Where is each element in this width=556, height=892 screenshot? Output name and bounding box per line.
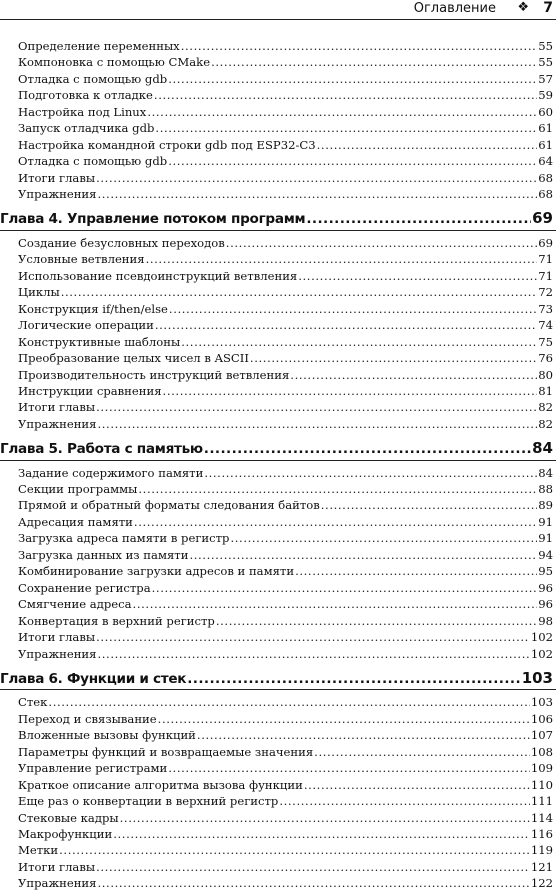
dot-leader bbox=[163, 383, 538, 399]
toc-entry-title: Инструкции сравнения bbox=[18, 384, 162, 398]
toc-entry-title: Смягчение адреса bbox=[18, 597, 132, 612]
toc-page-number: 89 bbox=[538, 498, 553, 513]
toc-entry[interactable] bbox=[0, 530, 556, 546]
dot-leader bbox=[250, 350, 537, 366]
toc-page-number: 91 bbox=[538, 514, 553, 529]
toc-page-number: 102 bbox=[530, 646, 553, 661]
toc-entry[interactable] bbox=[0, 251, 556, 267]
toc-page-number: 108 bbox=[530, 744, 553, 759]
toc-entry-title: Вложенные вызовы функций bbox=[18, 728, 196, 743]
toc-page-number: 106 bbox=[530, 711, 553, 726]
toc-page-number: 96 bbox=[538, 580, 553, 595]
toc-entry-title: Сохранение регистра bbox=[18, 580, 151, 595]
toc-entry[interactable] bbox=[0, 153, 556, 169]
dot-leader bbox=[97, 875, 529, 891]
dot-leader bbox=[97, 186, 537, 202]
toc-entry-title: Конструктивные шаблоны bbox=[18, 334, 181, 349]
toc-page-number: 80 bbox=[538, 367, 553, 382]
toc-page-number: 110 bbox=[530, 777, 553, 792]
toc-page-number: 119 bbox=[530, 843, 553, 858]
dot-leader bbox=[61, 284, 538, 300]
dot-leader bbox=[181, 38, 538, 54]
dot-leader bbox=[211, 54, 537, 70]
toc-entry-title: Запуск отладчика gdb bbox=[18, 121, 155, 136]
toc-entry-title: Циклы bbox=[18, 285, 60, 300]
toc-page-number: 60 bbox=[538, 104, 553, 119]
toc-page-number: 103 bbox=[530, 695, 553, 710]
toc-page-number: 84 bbox=[532, 438, 553, 457]
toc-entry-title: Итоги главы bbox=[18, 170, 96, 185]
toc-page-number: 55 bbox=[538, 39, 553, 53]
dot-leader bbox=[96, 399, 537, 415]
toc-entry[interactable] bbox=[0, 317, 556, 333]
chapter-heading[interactable] bbox=[0, 208, 556, 231]
dot-leader bbox=[168, 760, 530, 776]
toc-entry[interactable] bbox=[0, 170, 556, 186]
toc-page-number: 114 bbox=[530, 810, 553, 825]
toc-entry[interactable] bbox=[0, 629, 556, 645]
toc-page-number: 68 bbox=[538, 187, 553, 202]
toc-entry-title: Упражнения bbox=[18, 876, 97, 891]
dot-leader bbox=[96, 859, 530, 875]
toc-entry-title: Настройка под Linux bbox=[18, 104, 147, 119]
dot-leader bbox=[155, 120, 537, 136]
dot-leader bbox=[59, 842, 530, 858]
toc-page-number: 73 bbox=[538, 301, 553, 316]
toc-entry-title: Глава 5. Работа с памятью bbox=[0, 440, 203, 457]
toc-page-number: 81 bbox=[538, 384, 553, 398]
toc-entry[interactable] bbox=[0, 71, 556, 87]
toc-entry[interactable] bbox=[0, 859, 556, 875]
toc-page-number: 103 bbox=[521, 668, 553, 687]
toc-entry-title: Итоги главы bbox=[18, 630, 96, 645]
toc-entry[interactable] bbox=[0, 613, 556, 629]
toc-entry[interactable] bbox=[0, 777, 556, 793]
toc-entry-title: Конструкция if/then/else bbox=[18, 301, 168, 316]
toc-entry-title: Глава 4. Управление потоком программ bbox=[0, 211, 306, 228]
dot-leader bbox=[154, 87, 537, 103]
toc-entry-title: Задание содержимого памяти bbox=[18, 465, 204, 480]
toc-page-number: 116 bbox=[530, 826, 553, 841]
toc-entry-title: Конвертация в верхний регистр bbox=[18, 613, 215, 628]
toc-page-number: 91 bbox=[538, 531, 553, 546]
toc-page-number: 109 bbox=[530, 761, 553, 776]
toc-entry[interactable] bbox=[0, 514, 556, 530]
toc-entry[interactable] bbox=[0, 54, 556, 70]
dot-leader bbox=[204, 439, 531, 461]
toc-entry-title: Упражнения bbox=[18, 416, 97, 431]
dot-leader bbox=[96, 170, 537, 186]
toc-entry[interactable] bbox=[0, 137, 556, 153]
toc-entry-title: Краткое описание алгоритма вызова функции bbox=[18, 777, 303, 792]
dot-leader bbox=[226, 235, 537, 251]
toc-entry[interactable] bbox=[0, 104, 556, 120]
toc-entry[interactable] bbox=[0, 694, 556, 710]
dot-leader bbox=[134, 514, 537, 530]
dot-leader bbox=[152, 580, 538, 596]
toc-entry[interactable] bbox=[0, 38, 556, 54]
toc-page-number: 98 bbox=[538, 613, 553, 628]
dot-leader bbox=[168, 153, 537, 169]
dot-leader bbox=[306, 209, 531, 231]
toc-entry-title: Переход и связывание bbox=[18, 711, 157, 726]
running-header bbox=[0, 0, 556, 20]
toc-entry[interactable] bbox=[0, 580, 556, 596]
toc-entry[interactable] bbox=[0, 760, 556, 776]
dot-leader bbox=[147, 104, 537, 120]
toc-entry[interactable] bbox=[0, 284, 556, 300]
toc-entry-title: Прямой и обратный форматы следования байтов bbox=[18, 498, 320, 513]
dot-leader bbox=[181, 334, 537, 350]
toc-entry[interactable] bbox=[0, 186, 556, 202]
toc-entry-title: Еще раз о конвертации в верхний регистр bbox=[18, 794, 279, 809]
toc-page-number: 59 bbox=[538, 88, 553, 103]
toc-entry[interactable] bbox=[0, 481, 556, 497]
toc-entry[interactable] bbox=[0, 235, 556, 251]
toc-page-number: 95 bbox=[538, 564, 553, 579]
dot-leader bbox=[158, 711, 530, 727]
toc-page-number: 82 bbox=[538, 400, 553, 415]
dot-leader bbox=[317, 137, 538, 153]
toc-page-number: 69 bbox=[538, 235, 553, 250]
dot-leader bbox=[189, 547, 537, 563]
toc-page-number: 76 bbox=[538, 351, 553, 366]
toc-entry[interactable] bbox=[0, 563, 556, 579]
dot-leader bbox=[169, 301, 537, 317]
dot-leader bbox=[97, 416, 537, 432]
toc-entry[interactable] bbox=[0, 727, 556, 743]
dot-leader bbox=[298, 268, 537, 284]
toc-page-number: 57 bbox=[538, 71, 553, 86]
dot-leader bbox=[96, 629, 530, 645]
dot-leader bbox=[304, 777, 530, 793]
toc-entry[interactable] bbox=[0, 711, 556, 727]
toc-entry[interactable] bbox=[0, 367, 556, 383]
dot-leader bbox=[295, 563, 537, 579]
toc-entry-title: Итоги главы bbox=[18, 400, 96, 415]
toc-entry[interactable] bbox=[0, 842, 556, 858]
toc-entry[interactable] bbox=[0, 334, 556, 350]
toc-page-number: 74 bbox=[538, 318, 553, 333]
toc-entry[interactable] bbox=[0, 120, 556, 136]
toc-entry-title: Секции программы bbox=[18, 481, 138, 496]
dot-leader bbox=[97, 646, 529, 662]
toc-entry[interactable] bbox=[0, 875, 556, 891]
toc-entry-title: Отладка с помощью gdb bbox=[18, 154, 168, 169]
toc-entry-title: Макрофункции bbox=[18, 826, 113, 841]
toc-entry[interactable] bbox=[0, 268, 556, 284]
toc-entry[interactable] bbox=[0, 596, 556, 612]
toc-entry[interactable] bbox=[0, 793, 556, 809]
toc-page-number: 122 bbox=[530, 876, 553, 891]
toc-entry-title: Загрузка адреса памяти в регистр bbox=[18, 531, 230, 546]
toc-page-number: 88 bbox=[538, 481, 553, 496]
toc-entry-title: Производительность инструкций ветвления bbox=[18, 367, 290, 382]
dot-leader bbox=[138, 481, 537, 497]
toc-page-number: 111 bbox=[530, 794, 553, 809]
header-ornament-icon: ❖ bbox=[517, 0, 529, 15]
toc-entry-title: Отладка с помощью gdb bbox=[18, 71, 168, 86]
toc-entry-title: Использование псевдоинструкций ветвления bbox=[18, 268, 298, 283]
toc-entry-title: Упражнения bbox=[18, 187, 97, 202]
toc-entry-title: Преобразование целых чисел в ASCII bbox=[18, 351, 249, 366]
toc-entry-title: Логические операции bbox=[18, 318, 154, 333]
toc-entry-title: Параметры функций и возвращаемые значения bbox=[18, 744, 314, 759]
dot-leader bbox=[216, 613, 537, 629]
toc-page-number: 75 bbox=[538, 334, 553, 349]
toc-entry-title: Комбинирование загрузки адресов и памяти bbox=[18, 564, 295, 579]
dot-leader bbox=[155, 317, 537, 333]
table-of-contents bbox=[0, 38, 556, 892]
toc-entry-title: Определение переменных bbox=[18, 39, 180, 53]
toc-entry-title: Итоги главы bbox=[18, 859, 96, 874]
toc-entry[interactable] bbox=[0, 744, 556, 760]
toc-page-number: 61 bbox=[538, 137, 553, 152]
toc-entry-title: Загрузка данных из памяти bbox=[18, 547, 189, 562]
toc-page-number: 102 bbox=[530, 630, 553, 645]
dot-leader bbox=[197, 727, 530, 743]
dot-leader bbox=[321, 497, 537, 513]
toc-page-number: 94 bbox=[538, 547, 553, 562]
toc-entry[interactable] bbox=[0, 497, 556, 513]
toc-entry-title: Стек bbox=[18, 695, 48, 710]
dot-leader bbox=[113, 826, 530, 842]
dot-leader bbox=[120, 810, 530, 826]
toc-entry-title: Создание безусловных переходов bbox=[18, 235, 225, 250]
toc-entry[interactable] bbox=[0, 646, 556, 662]
toc-page-number: 55 bbox=[538, 55, 553, 70]
toc-entry[interactable] bbox=[0, 826, 556, 842]
toc-entry-title: Управление регистрами bbox=[18, 761, 168, 776]
dot-leader bbox=[290, 367, 537, 383]
chapter-heading[interactable] bbox=[0, 668, 556, 691]
toc-entry[interactable] bbox=[0, 399, 556, 415]
dot-leader bbox=[133, 596, 538, 612]
toc-page-number: 121 bbox=[530, 859, 553, 874]
toc-entry-title: Упражнения bbox=[18, 646, 97, 661]
toc-entry[interactable] bbox=[0, 416, 556, 432]
dot-leader bbox=[279, 793, 530, 809]
dot-leader bbox=[204, 465, 537, 481]
toc-entry-title: Стековые кадры bbox=[18, 810, 119, 825]
toc-entry[interactable] bbox=[0, 383, 556, 399]
toc-page-number: 69 bbox=[532, 209, 553, 228]
toc-entry-title: Условные ветвления bbox=[18, 252, 145, 267]
toc-entry[interactable] bbox=[0, 465, 556, 481]
toc-page-number: 71 bbox=[538, 268, 553, 283]
toc-entry[interactable] bbox=[0, 810, 556, 826]
toc-page-number: 107 bbox=[530, 728, 553, 743]
toc-page-number: 96 bbox=[538, 597, 553, 612]
toc-page-number: 68 bbox=[538, 170, 553, 185]
dot-leader bbox=[230, 530, 537, 546]
toc-entry-title: Метки bbox=[18, 843, 59, 858]
toc-entry-title: Подготовка к отладке bbox=[18, 88, 153, 103]
toc-entry-title: Компоновка с помощью CMake bbox=[18, 55, 211, 70]
toc-page-number: 84 bbox=[538, 465, 553, 480]
toc-entry-title: Адресация памяти bbox=[18, 514, 133, 529]
toc-entry[interactable] bbox=[0, 547, 556, 563]
chapter-heading[interactable] bbox=[0, 438, 556, 461]
toc-page-number: 71 bbox=[538, 252, 553, 267]
header-title: Оглавление bbox=[413, 1, 496, 16]
toc-page-number: 82 bbox=[538, 416, 553, 431]
dot-leader bbox=[146, 251, 538, 267]
toc-entry[interactable] bbox=[0, 301, 556, 317]
toc-page-number: 72 bbox=[538, 285, 553, 300]
dot-leader bbox=[314, 744, 530, 760]
toc-entry[interactable] bbox=[0, 87, 556, 103]
dot-leader bbox=[48, 694, 529, 710]
header-page-number: 7 bbox=[543, 0, 553, 16]
toc-entry-title: Глава 6. Функции и стек bbox=[0, 670, 187, 687]
toc-entry[interactable] bbox=[0, 350, 556, 366]
dot-leader bbox=[187, 669, 520, 691]
toc-page-number: 61 bbox=[538, 121, 553, 136]
dot-leader bbox=[168, 71, 537, 87]
toc-entry-title: Настройка командной строки gdb под ESP32-C3 bbox=[18, 137, 316, 152]
toc-page-number: 64 bbox=[538, 154, 553, 169]
